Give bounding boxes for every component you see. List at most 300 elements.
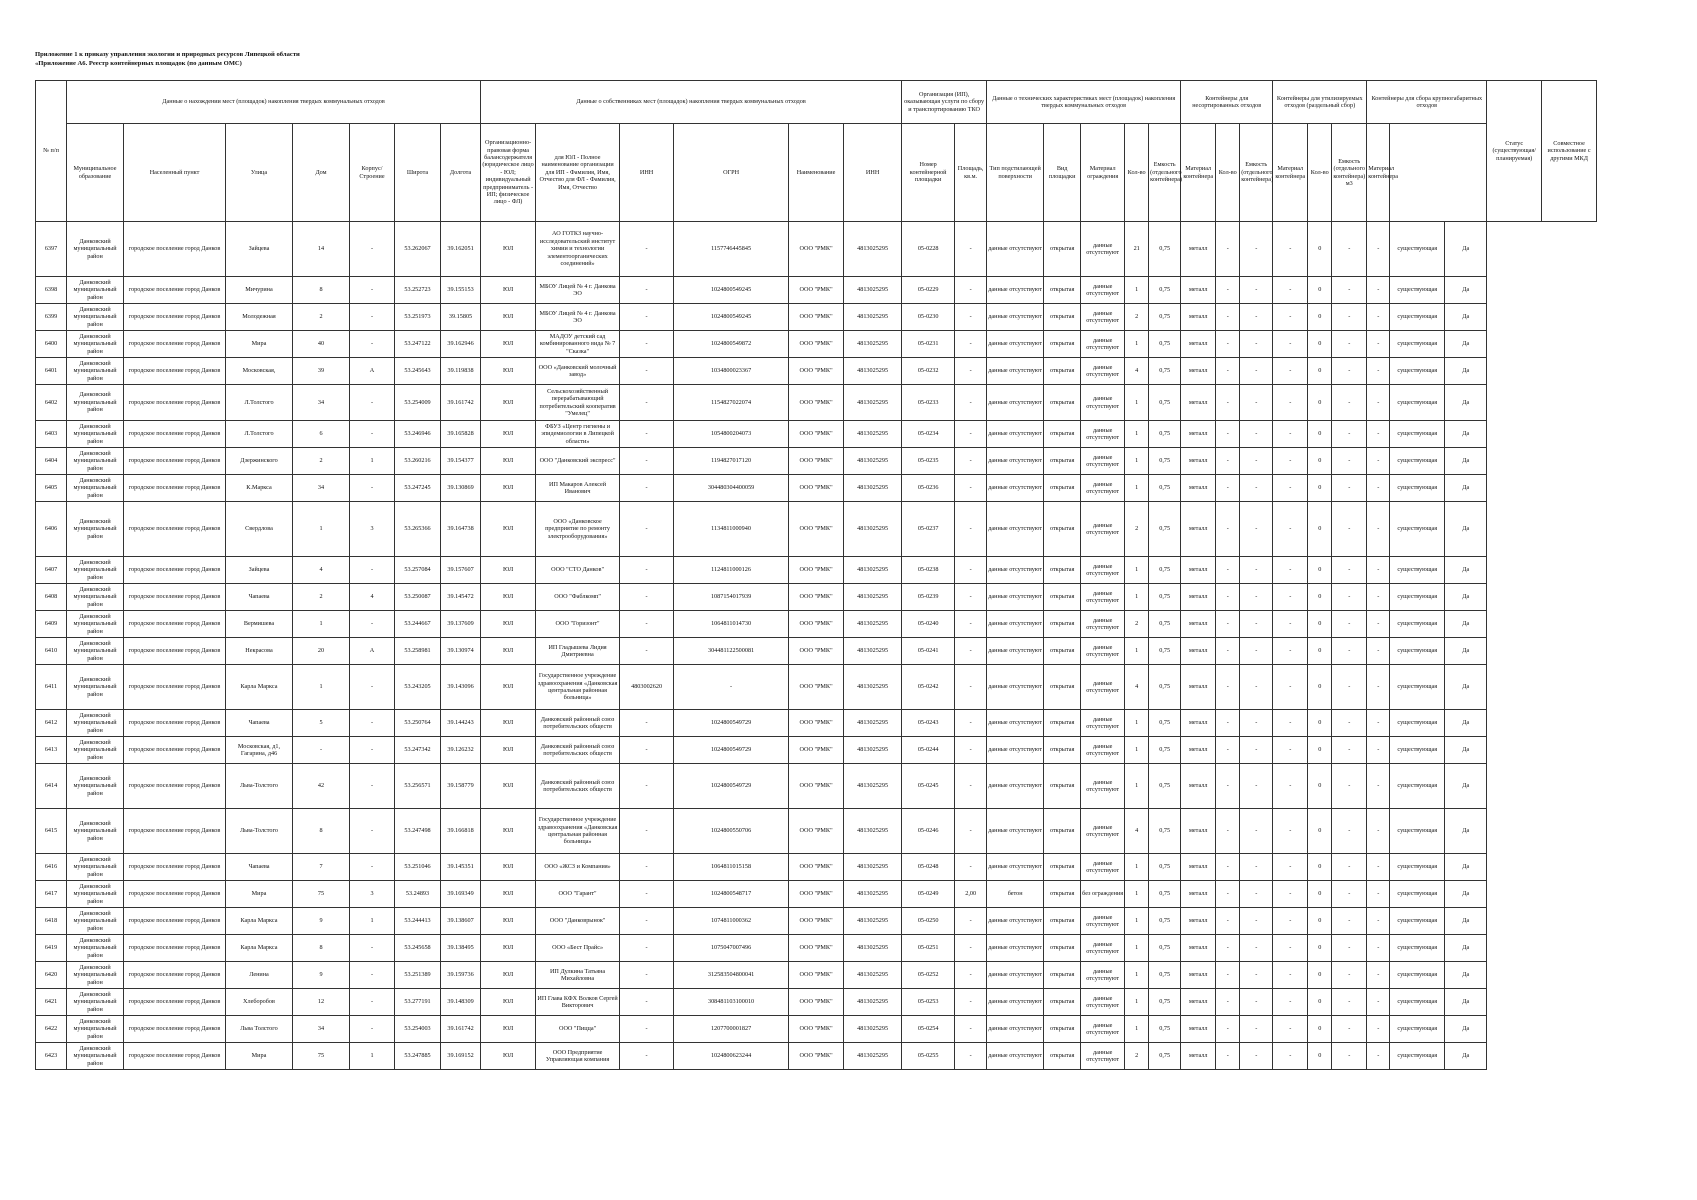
table-cell: городское поселение город Данков [124, 737, 226, 764]
table-cell: 05-0250 [902, 908, 955, 935]
table-cell: - [350, 1016, 395, 1043]
table-cell: данные отсутствуют [987, 854, 1044, 881]
table-cell: 39.145472 [441, 584, 481, 611]
column-header: Дом [293, 124, 350, 222]
table-cell: 1 [1125, 277, 1149, 304]
table-cell: - [1367, 710, 1390, 737]
table-cell: 6412 [36, 710, 67, 737]
table-cell: 2 [293, 304, 350, 331]
column-header: Материал ограждения [1081, 124, 1125, 222]
column-header: ИНН [844, 124, 902, 222]
table-cell: - [1240, 584, 1273, 611]
table-cell: открытая [1044, 1016, 1081, 1043]
table-cell: - [1216, 475, 1240, 502]
table-cell: 53.247885 [395, 1043, 441, 1070]
group-header: Организация (ИП), оказывающая услуги по сбору и транспортированию ТКО [902, 81, 987, 124]
table-cell: 0 [1308, 611, 1332, 638]
table-cell: ООО "РМК" [789, 665, 844, 710]
column-header: Емкость (отдельного контейнера) [1149, 124, 1181, 222]
table-cell: 4813025295 [844, 665, 902, 710]
group-header: Контейнеры для утилизируемых отходов (раздельный сбор) [1273, 81, 1367, 124]
table-cell: открытая [1044, 881, 1081, 908]
table-cell: 1024800549872 [674, 331, 789, 358]
table-cell: 6408 [36, 584, 67, 611]
table-row [36, 358, 1597, 385]
table-cell: Мира [226, 331, 293, 358]
table-cell: - [1273, 854, 1308, 881]
table-cell: Данковский муниципальный район [67, 935, 124, 962]
table-cell: ЮЛ [481, 448, 536, 475]
table-cell: - [620, 358, 674, 385]
table-cell: металл [1181, 475, 1216, 502]
table-cell: 0 [1308, 448, 1332, 475]
table-cell: данные отсутствуют [987, 584, 1044, 611]
table-cell: - [1332, 638, 1367, 665]
table-cell: 12 [293, 989, 350, 1016]
table-cell: Да [1445, 962, 1487, 989]
table-cell: 53.245643 [395, 358, 441, 385]
table-cell: 6420 [36, 962, 67, 989]
column-header-row-number: № п/п [36, 81, 67, 222]
table-cell: - [1216, 908, 1240, 935]
table-cell: Государственное учреждение здравоохранения «Данковская центральная районная больница» [536, 809, 620, 854]
column-header: Улица [226, 124, 293, 222]
table-cell: 4813025295 [844, 854, 902, 881]
table-cell: - [1216, 935, 1240, 962]
table-cell: ЮЛ [481, 809, 536, 854]
table-cell: - [1240, 1043, 1273, 1070]
table-cell: 39.119838 [441, 358, 481, 385]
table-cell: 1064811015158 [674, 854, 789, 881]
column-header: Корпус/Строение [350, 124, 395, 222]
column-header-status: Статус (существующая/ планируемая) [1487, 81, 1542, 222]
table-cell: 4813025295 [844, 557, 902, 584]
column-header: Материал контейнера [1181, 124, 1216, 222]
table-cell: ООО "РМК" [789, 304, 844, 331]
table-cell: открытая [1044, 358, 1081, 385]
table-cell: 6422 [36, 1016, 67, 1043]
table-cell: Данковский муниципальный район [67, 358, 124, 385]
table-cell: - [1273, 584, 1308, 611]
table-cell: - [1367, 611, 1390, 638]
table-cell: данные отсутствуют [1081, 665, 1125, 710]
table-cell: ООО "Данковский экспресс" [536, 448, 620, 475]
table-row [36, 1043, 1597, 1070]
table-cell: открытая [1044, 935, 1081, 962]
table-cell: 34 [293, 1016, 350, 1043]
table-cell: - [1273, 557, 1308, 584]
table-cell: данные отсутствуют [987, 665, 1044, 710]
table-cell: металл [1181, 665, 1216, 710]
table-cell: 1 [1125, 421, 1149, 448]
table-cell: 6409 [36, 611, 67, 638]
table-cell: Данковский муниципальный район [67, 557, 124, 584]
header-line-1: Приложение 1 к приказу управления экологии и природных ресурсов Липецкой области [35, 51, 300, 58]
table-cell: Да [1445, 385, 1487, 421]
table-cell: открытая [1044, 277, 1081, 304]
table-cell: 2 [1125, 1043, 1149, 1070]
table-cell: открытая [1044, 1043, 1081, 1070]
table-cell: - [620, 475, 674, 502]
table-cell: - [1216, 737, 1240, 764]
table-cell: 1 [293, 502, 350, 557]
table-cell: Да [1445, 358, 1487, 385]
table-cell: ЮЛ [481, 962, 536, 989]
table-cell: существующая [1390, 854, 1445, 881]
table-cell: ФБУЗ «Центр гигиены и эпидемиологии в Липецкой области» [536, 421, 620, 448]
table-row [36, 331, 1597, 358]
table-cell: - [1240, 475, 1273, 502]
table-row [36, 421, 1597, 448]
table-cell: - [350, 304, 395, 331]
table-row [36, 277, 1597, 304]
table-cell: Л.Толстого [226, 421, 293, 448]
table-cell: существующая [1390, 557, 1445, 584]
table-cell: металл [1181, 304, 1216, 331]
table-cell: бетон [987, 881, 1044, 908]
table-row [36, 638, 1597, 665]
table-cell: Молодежная [226, 304, 293, 331]
table-cell: - [1273, 764, 1308, 809]
table-cell: существующая [1390, 448, 1445, 475]
table-cell: 4 [1125, 665, 1149, 710]
table-cell: 39.155153 [441, 277, 481, 304]
table-cell: данные отсутствуют [987, 962, 1044, 989]
table-cell: - [1367, 475, 1390, 502]
table-cell: ООО «Бест Прайс» [536, 935, 620, 962]
table-cell: 05-0235 [902, 448, 955, 475]
table-cell: 6411 [36, 665, 67, 710]
table-cell: 1 [1125, 710, 1149, 737]
table-cell: - [1367, 1043, 1390, 1070]
table-cell: - [1240, 277, 1273, 304]
table-cell: открытая [1044, 989, 1081, 1016]
table-cell: открытая [1044, 331, 1081, 358]
table-cell: Да [1445, 881, 1487, 908]
table-cell: 05-0232 [902, 358, 955, 385]
table-cell: данные отсутствуют [987, 358, 1044, 385]
table-cell: открытая [1044, 385, 1081, 421]
table-cell: Карла Маркса [226, 908, 293, 935]
table-cell: 1 [1125, 764, 1149, 809]
table-cell: - [293, 737, 350, 764]
table-cell: Московская, [226, 358, 293, 385]
table-row [36, 935, 1597, 962]
table-cell: 1024800549245 [674, 277, 789, 304]
table-cell: 1 [1125, 854, 1149, 881]
table-cell: 0 [1308, 331, 1332, 358]
table-cell: 0,75 [1149, 638, 1181, 665]
table-cell: 1 [1125, 385, 1149, 421]
table-cell: - [1216, 584, 1240, 611]
table-cell: 4813025295 [844, 421, 902, 448]
table-cell: Да [1445, 277, 1487, 304]
column-header: Номер контейнерной площадки [902, 124, 955, 222]
table-cell: 4813025295 [844, 881, 902, 908]
table-cell: Да [1445, 665, 1487, 710]
table-cell: 39.158779 [441, 764, 481, 809]
table-cell: Чапаева [226, 584, 293, 611]
column-header: Материал контейнера [1367, 124, 1390, 222]
table-cell: 8 [293, 809, 350, 854]
table-cell: данные отсутствуют [1081, 962, 1125, 989]
table-cell: - [620, 764, 674, 809]
table-cell: 1 [350, 448, 395, 475]
table-cell: 05-0239 [902, 584, 955, 611]
table-cell: - [620, 1043, 674, 1070]
table-cell: городское поселение город Данков [124, 222, 226, 277]
table-cell: 05-0252 [902, 962, 955, 989]
table-cell: ООО "РМК" [789, 638, 844, 665]
table-cell: - [1332, 358, 1367, 385]
table-cell: Чапаева [226, 710, 293, 737]
table-cell: 1024800550706 [674, 809, 789, 854]
table-cell: данные отсутствуют [987, 638, 1044, 665]
table-cell: данные отсутствуют [987, 737, 1044, 764]
table-cell: 1134811000940 [674, 502, 789, 557]
table-cell: Данковский муниципальный район [67, 854, 124, 881]
table-cell: - [1240, 809, 1273, 854]
table-cell: 6400 [36, 331, 67, 358]
table-cell: 6414 [36, 764, 67, 809]
table-cell: ЮЛ [481, 737, 536, 764]
header-row-groups [36, 81, 1597, 124]
group-header: Данные о технических характеристиках мест (площадок) накопления твердых коммунальных отходов [987, 81, 1181, 124]
table-cell: ООО "РМК" [789, 222, 844, 277]
table-cell: 05-0243 [902, 710, 955, 737]
table-cell: - [350, 385, 395, 421]
table-cell: - [1367, 962, 1390, 989]
table-cell: 0,75 [1149, 277, 1181, 304]
table-row [36, 809, 1597, 854]
table-cell: 2 [293, 448, 350, 475]
table-cell: 05-0230 [902, 304, 955, 331]
table-cell: металл [1181, 421, 1216, 448]
table-cell: - [1367, 277, 1390, 304]
table-cell: ООО Предприятие Управляющая компания [536, 1043, 620, 1070]
table-cell: 0 [1308, 277, 1332, 304]
table-cell: Данковский муниципальный район [67, 1016, 124, 1043]
table-cell: - [1273, 475, 1308, 502]
table-cell: - [1367, 935, 1390, 962]
table-cell: 4813025295 [844, 710, 902, 737]
table-cell: 304481122500081 [674, 638, 789, 665]
table-cell: ЮЛ [481, 935, 536, 962]
table-cell: данные отсутствуют [987, 475, 1044, 502]
table-cell: - [620, 222, 674, 277]
table-cell: - [1367, 502, 1390, 557]
table-cell: Да [1445, 737, 1487, 764]
table-cell: 0,75 [1149, 764, 1181, 809]
table-cell: 1024800548717 [674, 881, 789, 908]
table-cell: металл [1181, 385, 1216, 421]
table-cell: - [350, 962, 395, 989]
table-cell: - [1216, 962, 1240, 989]
table-cell: Данковский муниципальный район [67, 385, 124, 421]
table-cell: - [620, 908, 674, 935]
table-cell: - [955, 737, 987, 764]
table-cell: 312583504800041 [674, 962, 789, 989]
table-cell: 05-0236 [902, 475, 955, 502]
table-cell: - [1216, 1043, 1240, 1070]
table-cell: 0 [1308, 584, 1332, 611]
table-cell: 39.165828 [441, 421, 481, 448]
column-header: Кол-во [1125, 124, 1149, 222]
table-cell: 39.157607 [441, 557, 481, 584]
table-cell: - [1273, 737, 1308, 764]
group-header: Контейнеры для сбора крупногабаритных отходов [1367, 81, 1487, 124]
table-cell: 0,75 [1149, 1016, 1181, 1043]
table-cell: ЮЛ [481, 557, 536, 584]
table-cell: 05-0242 [902, 665, 955, 710]
table-cell: - [674, 665, 789, 710]
table-cell: 39.15805 [441, 304, 481, 331]
table-cell: 6419 [36, 935, 67, 962]
table-cell: 0 [1308, 854, 1332, 881]
table-cell: - [620, 611, 674, 638]
table-cell: - [620, 1016, 674, 1043]
table-cell: данные отсутствуют [1081, 304, 1125, 331]
table-cell: Карла Маркса [226, 935, 293, 962]
table-cell: - [620, 962, 674, 989]
table-cell: - [1216, 1016, 1240, 1043]
table-cell: Мира [226, 1043, 293, 1070]
table-row [36, 881, 1597, 908]
table-cell: 53.250764 [395, 710, 441, 737]
table-cell: 1064811014730 [674, 611, 789, 638]
table-cell: городское поселение город Данков [124, 448, 226, 475]
table-row [36, 764, 1597, 809]
table-cell: данные отсутствуют [987, 222, 1044, 277]
table-cell: 1157746445845 [674, 222, 789, 277]
table-cell: данные отсутствуют [1081, 502, 1125, 557]
table-cell: 39.148309 [441, 989, 481, 1016]
table-cell: данные отсутствуют [987, 277, 1044, 304]
table-cell: 6401 [36, 358, 67, 385]
table-cell: существующая [1390, 1043, 1445, 1070]
table-cell: 53.246946 [395, 421, 441, 448]
table-cell: 39.130974 [441, 638, 481, 665]
table-cell: Данковский муниципальный район [67, 809, 124, 854]
table-cell: 53.262067 [395, 222, 441, 277]
table-cell: - [1240, 908, 1273, 935]
table-cell: городское поселение город Данков [124, 1043, 226, 1070]
group-header: Данные о собственниках мест (площадок) накопления твердых коммунальных отходов [481, 81, 902, 124]
table-cell: 0 [1308, 737, 1332, 764]
table-cell: - [1240, 448, 1273, 475]
header-line-2: «Приложение А6. Реестр контейнерных площадок (по данным ОМС) [35, 60, 242, 67]
table-cell: металл [1181, 1016, 1216, 1043]
table-cell: 0,75 [1149, 502, 1181, 557]
table-cell: МБОУ Лицей № 4 г. Данкова ЭО [536, 304, 620, 331]
table-cell: - [620, 385, 674, 421]
table-cell: ЮЛ [481, 854, 536, 881]
table-cell: 20 [293, 638, 350, 665]
table-cell: 5 [293, 710, 350, 737]
table-cell: - [1332, 448, 1367, 475]
table-cell: 53.251389 [395, 962, 441, 989]
table-cell: ООО «Данковский молочный завод» [536, 358, 620, 385]
table-cell: существующая [1390, 881, 1445, 908]
table-cell: 53.247342 [395, 737, 441, 764]
table-cell: 39.159736 [441, 962, 481, 989]
table-cell: - [1367, 304, 1390, 331]
table-cell: городское поселение город Данков [124, 854, 226, 881]
table-cell: ЮЛ [481, 502, 536, 557]
table-cell: 1024800549729 [674, 710, 789, 737]
table-cell: 0,75 [1149, 557, 1181, 584]
table-cell: данные отсутствуют [987, 809, 1044, 854]
table-cell: 0 [1308, 557, 1332, 584]
table-cell: данные отсутствуют [987, 764, 1044, 809]
table-cell: Да [1445, 638, 1487, 665]
table-cell: 1 [1125, 989, 1149, 1016]
table-cell: Данковский муниципальный район [67, 304, 124, 331]
table-row [36, 304, 1597, 331]
table-cell: Данковский муниципальный район [67, 764, 124, 809]
table-cell: - [620, 935, 674, 962]
table-cell: данные отсутствуют [1081, 737, 1125, 764]
table-cell: ООО "РМК" [789, 809, 844, 854]
table-cell: - [1273, 962, 1308, 989]
table-cell: - [955, 1043, 987, 1070]
table-cell: - [1332, 331, 1367, 358]
table-cell: - [1332, 304, 1367, 331]
table-cell: 0,75 [1149, 448, 1181, 475]
table-cell: существующая [1390, 935, 1445, 962]
table-cell: - [1367, 881, 1390, 908]
table-cell: 14 [293, 222, 350, 277]
column-header: ИНН [620, 124, 674, 222]
table-cell: Хлеборобов [226, 989, 293, 1016]
table-cell: 0 [1308, 809, 1332, 854]
table-cell: - [1367, 989, 1390, 1016]
table-cell: металл [1181, 584, 1216, 611]
table-cell: 0,75 [1149, 665, 1181, 710]
table-cell: данные отсутствуют [987, 1016, 1044, 1043]
table-row [36, 222, 1597, 277]
table-cell: - [350, 809, 395, 854]
table-cell: - [1273, 331, 1308, 358]
table-cell: открытая [1044, 737, 1081, 764]
table-cell: - [955, 277, 987, 304]
table-cell: 0,75 [1149, 421, 1181, 448]
table-cell: 75 [293, 1043, 350, 1070]
table-cell: данные отсутствуют [1081, 222, 1125, 277]
table-cell: ООО "Горизонт" [536, 611, 620, 638]
table-cell: - [1367, 908, 1390, 935]
table-cell: - [1367, 809, 1390, 854]
table-cell: Данковский муниципальный район [67, 277, 124, 304]
table-cell: 05-0231 [902, 331, 955, 358]
table-cell: - [1216, 331, 1240, 358]
column-header: Наименование [789, 124, 844, 222]
table-cell: металл [1181, 962, 1216, 989]
table-cell: ЮЛ [481, 1043, 536, 1070]
table-cell: - [1216, 989, 1240, 1016]
table-cell: 53.250087 [395, 584, 441, 611]
table-cell: 0 [1308, 638, 1332, 665]
table-cell: 2 [1125, 611, 1149, 638]
table-cell: - [955, 989, 987, 1016]
table-cell: 34 [293, 475, 350, 502]
table-cell: 05-0228 [902, 222, 955, 277]
table-cell: - [350, 854, 395, 881]
table-cell: открытая [1044, 421, 1081, 448]
table-cell: Данковский муниципальный район [67, 584, 124, 611]
table-cell: 0 [1308, 475, 1332, 502]
table-cell: Да [1445, 421, 1487, 448]
